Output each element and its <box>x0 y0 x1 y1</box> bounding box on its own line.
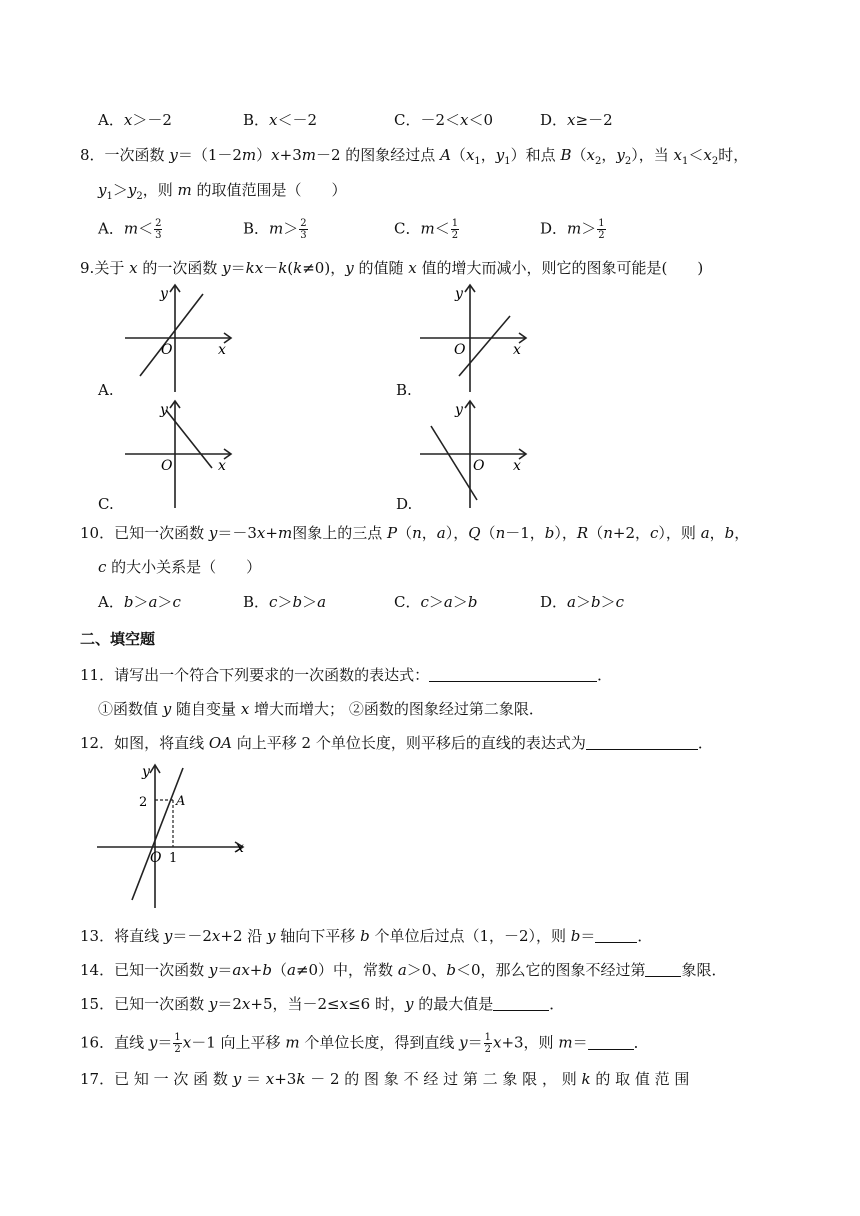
q9-graph-a <box>120 280 240 395</box>
q10-option-d: D．a＞b＞c <box>540 593 625 611</box>
origin-label: O <box>150 850 162 866</box>
axis-label-y: y <box>160 286 168 302</box>
q9-graph-c <box>120 396 240 511</box>
q14-answer-blank[interactable] <box>645 961 681 977</box>
q9-label-b: B. <box>396 381 412 399</box>
q8-option-d: D．m＞ $\frac{1}{2}$ <box>540 218 605 241</box>
q9-graph-b <box>415 280 535 395</box>
origin-label: O <box>454 342 466 358</box>
q11-answer-blank[interactable] <box>429 666 597 682</box>
section-title-fill-in: 二、填空题 <box>80 630 156 648</box>
function-line <box>166 410 212 468</box>
point-a-label: A <box>176 794 186 809</box>
q9-label-a: A. <box>98 381 114 399</box>
q12-stem: 12．如图，将直线 OA 向上平移 2 个单位长度，则平移后的直线的表达式为 ． <box>80 734 713 752</box>
function-line <box>459 316 510 376</box>
q8-option-a: A．m＜ $\frac{2}{3}$ <box>98 218 162 241</box>
q15-stem: 15．已知一次函数 y＝2x+5，当－2≤x≤6 时，y 的最大值是 ． <box>80 995 565 1013</box>
q17-stem: 17．已 知 一 次 函 数 y ＝ x+3k － 2 的 图 象 不 经 过 第 二 象 限 ， 则 k 的 取 值 范 围 <box>80 1070 690 1088</box>
q11-conditions: ①函数值 y 随自变量 x 增大而增大； ②函数的图象经过第二象限． <box>98 700 544 718</box>
tick-label-x: 1 <box>169 851 178 866</box>
q16-stem: 16．直线 y＝ $\frac{1}{2}$ x－1 向上平移 m 个单位长度，得到直线 y＝ $\frac{1}{2}$ x+3，则 m＝ ． <box>80 1032 649 1055</box>
q7-option-c: C．－2＜x＜0 <box>394 111 494 129</box>
axis-label-y: y <box>160 402 168 418</box>
line-oa <box>132 768 186 900</box>
q11-stem: 11．请写出一个符合下列要求的一次函数的表达式： ． <box>80 666 613 684</box>
q8-option-b: B．m＞ $\frac{2}{3}$ <box>243 218 307 241</box>
axis-label-y: y <box>455 402 463 418</box>
axis-label-x: x <box>236 840 244 856</box>
q9-stem: 9.关于 x 的一次函数 y＝kx－k(k≠0)，y 的值随 x 值的增大而减小，则它的图象可能是( ) <box>80 259 704 277</box>
origin-label: O <box>161 458 173 474</box>
q9-label-c: C. <box>98 495 114 513</box>
q10-option-c: C．c＞a＞b <box>394 593 478 611</box>
origin-label: O <box>473 458 485 474</box>
q10-stem-line2: c 的大小关系是（ ） <box>98 558 262 576</box>
q7-option-a: A．x＞－2 <box>98 111 172 129</box>
q10-option-a: A．b＞a＞c <box>98 593 181 611</box>
axis-label-x: x <box>513 342 521 358</box>
q13-answer-blank[interactable] <box>595 927 637 943</box>
q9-label-d: D. <box>396 495 413 513</box>
axis-label-x: x <box>218 458 226 474</box>
q10-option-b: B．c＞b＞a <box>243 593 327 611</box>
q8-option-c: C．m＜ $\frac{1}{2}$ <box>394 218 459 241</box>
axis-label-x: x <box>513 458 521 474</box>
q8-stem-line1: 8．一次函数 y＝（1－2m）x+3m－2 的图象经过点 $A(x_1$，$y_1$）和点 $B(x_2$，$y_2$），当 $x_1<x_2$时， <box>80 146 749 167</box>
q7-option-b: B．x＜－2 <box>243 111 318 129</box>
origin-label: O <box>161 342 173 358</box>
q14-stem: 14．已知一次函数 y＝ax+b（a≠0）中，常数 a＞0、b＜0，那么它的图象不经过第 象限． <box>80 961 727 979</box>
q13-stem: 13．将直线 y＝－2x+2 沿 y 轴向下平移 b 个单位后过点（1，－2），则 b＝ ． <box>80 927 653 945</box>
axis-label-x: x <box>218 342 226 358</box>
tick-label-y: 2 <box>139 795 148 810</box>
q10-stem-line1: 10．已知一次函数 y＝－3x+m图象上的三点 P（n，a），Q（n－1，b），R（n+2，c），则 a，b， <box>80 524 750 542</box>
q16-answer-blank[interactable] <box>588 1034 634 1050</box>
axis-label-y: y <box>455 286 463 302</box>
axis-label-y: y <box>142 764 150 780</box>
q7-option-d: D．x≥－2 <box>540 111 613 129</box>
function-line <box>140 294 203 376</box>
q9-graph-d <box>415 396 535 511</box>
q12-graph <box>92 760 252 912</box>
q12-answer-blank[interactable] <box>586 734 698 750</box>
q15-answer-blank[interactable] <box>493 995 549 1011</box>
q8-stem-line2: $y_1>y_2$，则 m 的取值范围是（ ） <box>98 181 347 202</box>
